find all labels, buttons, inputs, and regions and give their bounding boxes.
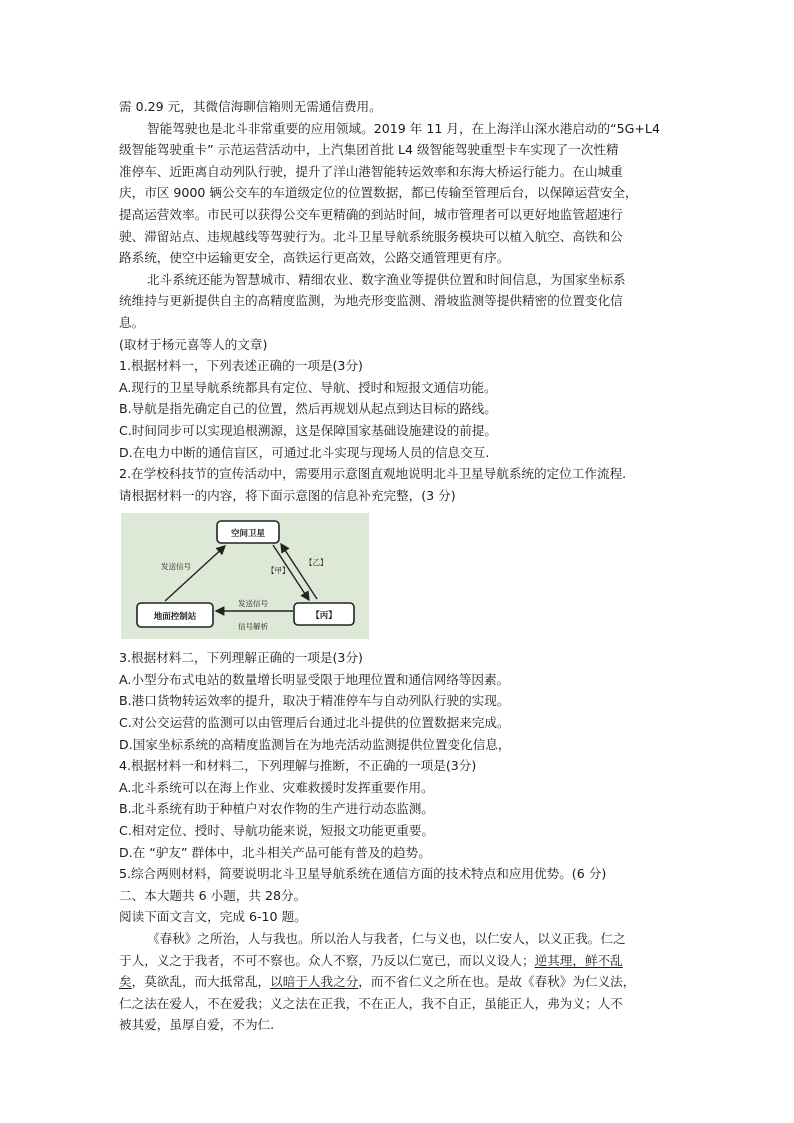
body-line: 提高运营效率。市民可以获得公交车更精确的到站时间，城市管理者可以更好地监管超速行 [119,206,623,222]
body-line: 准停车、近距离自动列队行驶，提升了洋山港智能转运效率和东海大桥运行能力。在山城重 [119,163,623,179]
bing-label: 【丙】 [311,611,337,622]
positioning-flow-diagram [121,513,369,639]
ground-station-label: 地面控制站 [153,612,197,623]
left-send-label: 发送信号 [161,562,191,572]
question-3-option-a: A.小型分布式电站的数量增长明显受限于地理位置和通信网络等因素。 [119,671,510,687]
classical-text: ，莫欲乱，而大抵常乱， [131,974,271,990]
question-4-option-a: A.北斗系统可以在海上作业、灾难救援时发挥重要作用。 [119,779,434,795]
reading-instruction: 阅读下面文言文，完成 6-10 题。 [119,909,307,925]
body-line: 路系统，使空中运输更安全，高铁运行更高效，公路交通管理更有序。 [119,250,510,266]
body-line: 息。 [119,314,145,330]
question-1-option-c: C.时间同步可以实现追根溯源，这是保障国家基础设施建设的前提。 [119,422,498,438]
classical-text-line: 被其爱，虽厚自爱，不为仁. [119,1017,275,1033]
decode-label: 信号解析 [238,622,268,632]
question-2-stem: 请根据材料一的内容，将下面示意图的信息补充完整，(3 分) [119,487,456,503]
underlined-phrase: 逆其理，鲜不乱 [534,952,623,968]
body-line: 需 0.29 元，其微信海聊信箱则无需通信费用。 [119,99,382,114]
body-line: 北斗系统还能为智慧城市、精细农业、数字渔业等提供位置和时间信息，为国家坐标系 [147,271,626,287]
jia-label: 【甲】 [267,566,290,576]
section-heading: 二、本大题共 6 小题，共 28分。 [119,887,307,903]
satellite-label: 空间卫星 [230,529,266,540]
question-2-stem: 2.在学校科技节的宣传活动中，需要用示意图直观地说明北斗卫星导航系统的定位工作流程. [119,466,627,482]
source-note: (取材于杨元喜等人的文章) [119,336,268,352]
classical-text-line: 仁之法在爱人，不在爱我；义之法在正我，不在正人，我不自正，虽能正人，弗为义；人不 [119,995,623,1011]
question-5-stem: 5.综合两则材料，简要说明北斗卫星导航系统在通信方面的技术特点和应用优势。(6 分) [119,866,607,882]
diagram-canvas [121,513,369,639]
question-4-stem: 4.根据材料一和材料二，下列理解与推断，不正确的一项是(3分) [119,758,477,774]
underlined-phrase: 以暗于人我之分 [270,974,359,990]
yi-label: 【乙】 [305,558,328,568]
underlined-phrase: 矣 [119,974,132,990]
question-4-option-d: D.在 “驴友” 群体中，北斗相关产品可能有普及的趋势。 [119,844,431,860]
classical-text: 于人，义之于我者，不可不察也。众人不察，乃反以仁宽已，而以义设人； [119,952,535,968]
question-3-option-b: B.港口货物转运效率的提升，取决于精准停车与自动列队行驶的实现。 [119,693,510,709]
question-1-stem: 1.根据材料一，下列表述正确的一项是(3分) [119,358,363,374]
classical-text-line [119,971,679,993]
question-4-option-b: B.北斗系统有助于种植户对农作物的生产进行动态监测。 [119,801,434,817]
exam-page [119,96,679,1036]
question-1-option-d: D.在电力中断的通信盲区，可通过北斗实现与现场人员的信息交互. [119,444,490,460]
ground-to-satellite-arrow [165,546,225,601]
question-3-stem: 3.根据材料二，下列理解正确的一项是(3分) [119,650,363,666]
question-3-option-d: D.国家坐标系统的高精度监测旨在为地壳活动监测提供位置变化信息， [119,736,511,752]
question-3-option-c: C.对公交运营的监测可以由管理后台通过北斗提供的位置数据来完成。 [119,715,510,731]
classical-text: ，而不省仁义之所在也。是故《春秋》为仁义法， [358,974,636,990]
body-line: 驶、滞留站点、违规越线等驾驶行为。北斗卫星导航系统服务模块可以植入航空、高铁和公 [119,228,623,244]
classical-text-line: 《春秋》之所治，人与我也。所以治人与我者，仁与义也，以仁安人，以义正我。仁之 [147,931,626,946]
body-line: 级智能驾驶重卡” 示范运营活动中，上汽集团首批 L4 级智能驾驶重型卡车实现了一次性精 [119,142,619,158]
body-line: 智能驾驶也是北斗非常重要的应用领域。2019 年 11 月，在上海洋山深水港启动的“5G+L4 [147,120,660,136]
question-1-option-b: B.导航是指先确定自己的位置，然后再规划从起点到达目标的路线。 [119,401,497,417]
question-4-option-c: C.相对定位、授时、导航功能来说，短报文功能更重要。 [119,823,435,839]
question-1-option-a: A.现行的卫星导航系统都具有定位、导航、授时和短报文通信功能。 [119,379,497,395]
body-line: 庆，市区 9000 辆公交车的车道级定位的位置数据，都已传输至管理后台，以保障运营安全， [119,185,638,201]
classical-text-line [119,950,679,972]
bottom-send-label: 发送信号 [238,599,268,609]
body-line: 统维持与更新提供自主的高精度监测，为地壳形变监测、滑坡监测等提供精密的位置变化信 [119,293,623,309]
